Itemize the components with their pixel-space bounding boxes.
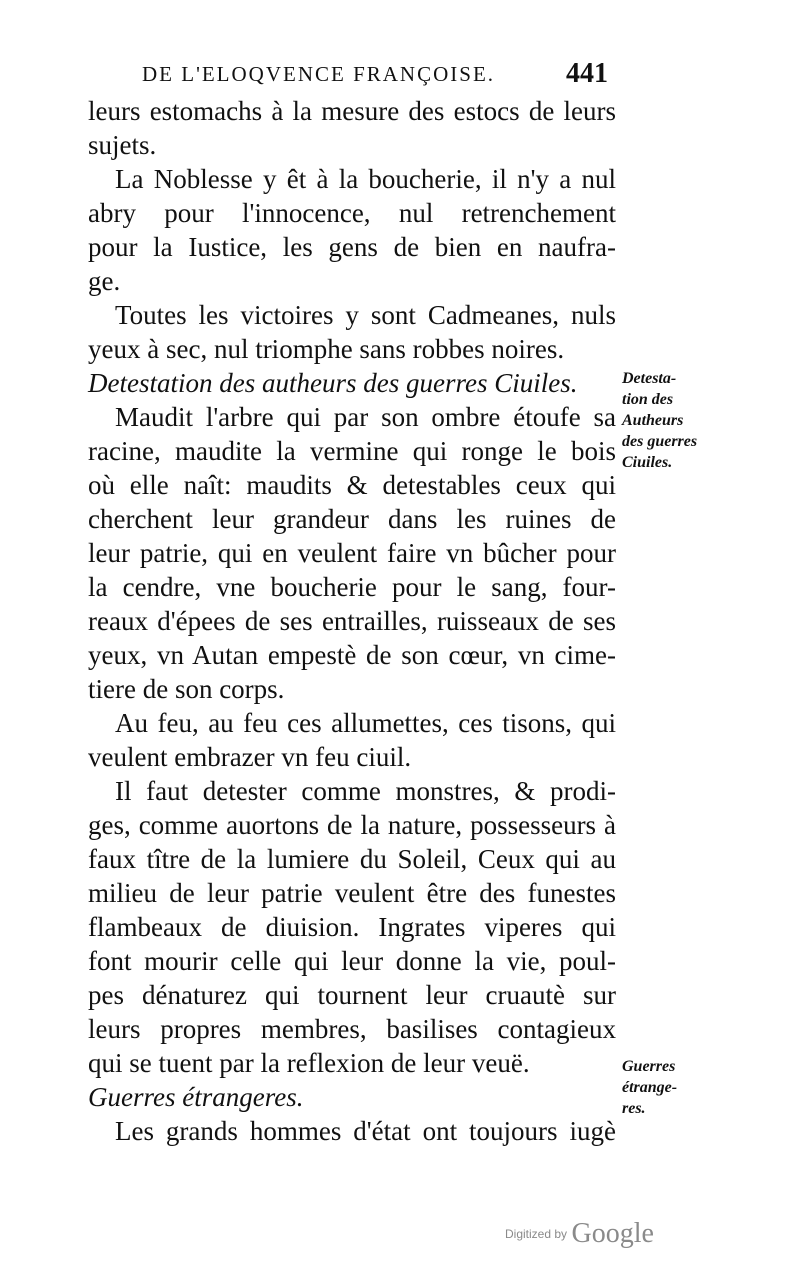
text-line: leurs propres membres, basilises contagieux (88, 1014, 616, 1044)
text-line: où elle naît: maudits & detestables ceux qui (88, 470, 616, 500)
text-line: leur patrie, qui en veulent faire vn bûcher pour (88, 538, 616, 568)
text-line: Au feu, au feu ces allumettes, ces tisons, qui (115, 708, 616, 738)
text-line: ge. (88, 266, 121, 296)
margin-note-line: des guerres (622, 433, 698, 450)
margin-note-guerres (622, 1056, 714, 1119)
running-head: DE L'ELOQVENCE FRANÇOISE. (142, 62, 496, 86)
text-line: leurs estomachs à la mesure des estocs de leurs (88, 96, 616, 126)
text-line: Il faut detester comme monstres, & prodi- (115, 776, 616, 806)
text-line: racine, maudite la vermine qui ronge le bois (88, 436, 616, 466)
margin-note-detestation (622, 368, 714, 473)
text-line: flambeaux de diuision. Ingrates viperes qui (88, 912, 616, 942)
text-line: yeux à sec, nul triomphe sans robbes noires. (88, 334, 565, 364)
text-line: abry pour l'innocence, nul retrenchement (88, 198, 616, 228)
section-heading: Guerres étrangeres. (88, 1082, 304, 1112)
text-line: sujets. (88, 130, 157, 160)
text-line: qui se tuent par la reflexion de leur veuë. (88, 1048, 530, 1078)
page-number: 441 (566, 58, 608, 89)
margin-note-line: res. (622, 1100, 646, 1117)
text-line: la cendre, vne boucherie pour le sang, four- (88, 572, 616, 602)
google-logo: Google (571, 1218, 654, 1249)
margin-note-line: Detesta- (622, 370, 677, 387)
margin-note-line: étrange- (622, 1079, 678, 1096)
margin-note-line: Ciuiles. (622, 454, 673, 471)
margin-note-line: tion des (622, 391, 674, 408)
text-line: milieu de leur patrie veulent être des funestes (88, 878, 616, 908)
digitized-watermark (505, 1218, 654, 1250)
text-line: Les grands hommes d'état ont toujours iugè (115, 1116, 616, 1146)
section-heading: Detestation des autheurs des guerres Ciuiles. (88, 368, 578, 398)
margin-note-line: Autheurs (622, 412, 684, 429)
text-line: La Noblesse y êt à la boucherie, il n'y a nul (115, 164, 616, 194)
text-line: veulent embrazer vn feu ciuil. (88, 742, 412, 772)
text-line: faux tître de la lumiere du Soleil, Ceux qui au (88, 844, 616, 874)
text-line: Toutes les victoires y sont Cadmeanes, nuls (115, 300, 616, 330)
text-line: cherchent leur grandeur dans les ruines de (88, 504, 616, 534)
margin-note-line: Guerres (622, 1058, 676, 1075)
text-line: ges, comme auortons de la nature, possesseurs à (88, 810, 616, 840)
text-line: tiere de son corps. (88, 674, 285, 704)
text-line: yeux, vn Autan empestè de son cœur, vn cime- (88, 640, 616, 670)
text-line: font mourir celle qui leur donne la vie, poul- (88, 946, 616, 976)
text-line: Maudit l'arbre qui par son ombre étoufe sa (115, 402, 616, 432)
text-line: reaux d'épees de ses entrailles, ruisseaux de ses (88, 606, 616, 636)
text-line: pour la Iustice, les gens de bien en naufra- (88, 232, 616, 262)
text-line: pes dénaturez qui tournent leur cruautè sur (88, 980, 616, 1010)
watermark-prefix: Digitized by (505, 1227, 568, 1241)
